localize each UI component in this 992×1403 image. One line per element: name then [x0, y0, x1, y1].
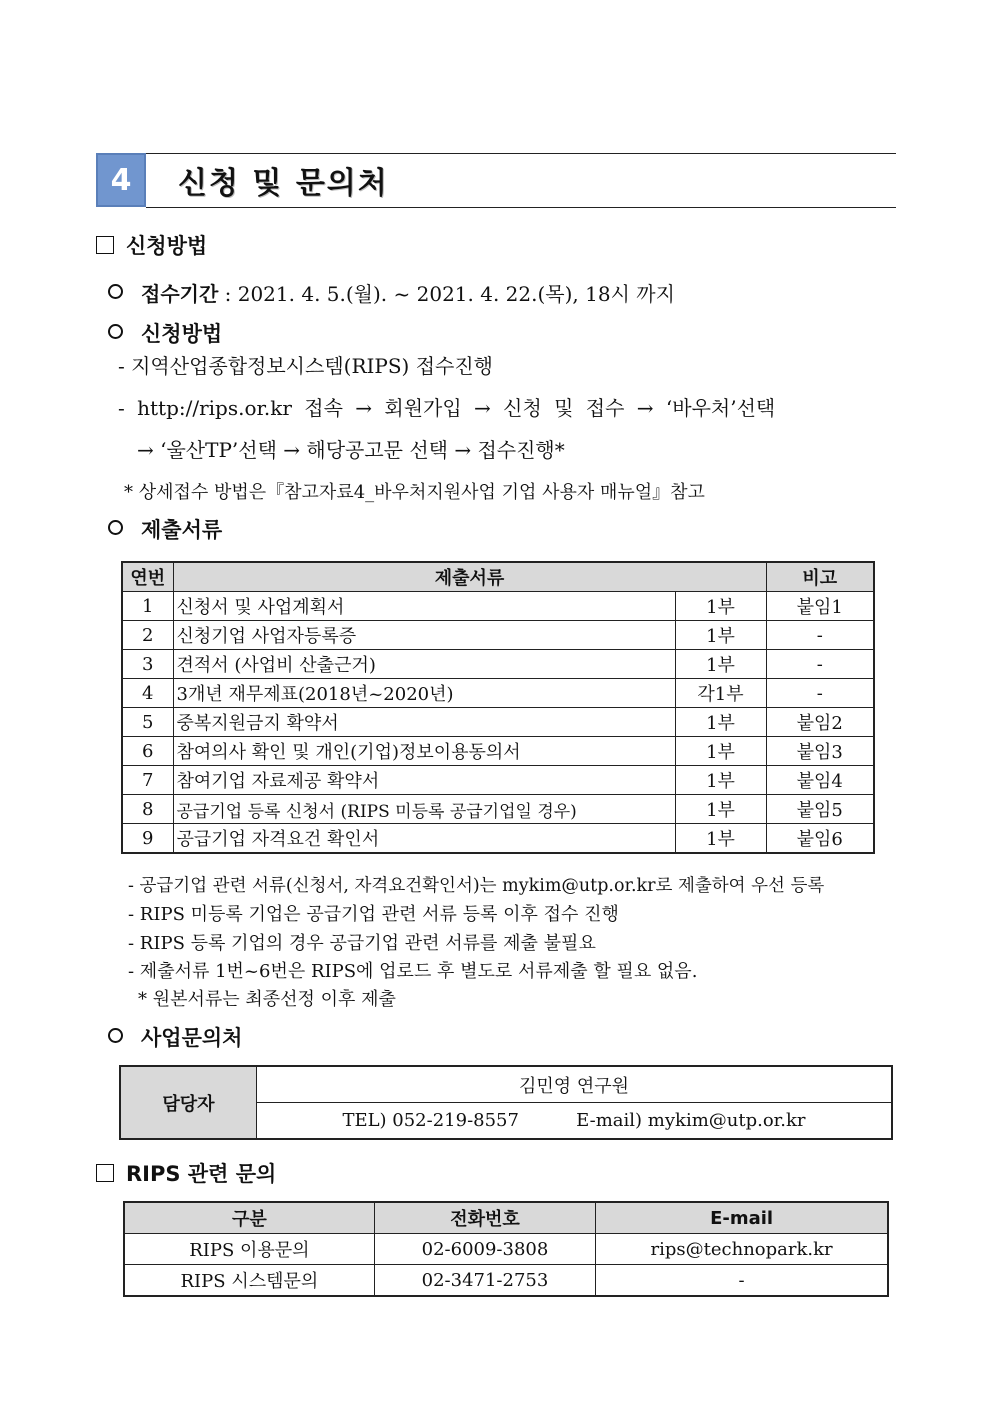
table-row: [122, 592, 874, 621]
table-row: [122, 621, 874, 650]
table-row: [122, 766, 874, 795]
docs-note-3: - RIPS 등록 기업의 경우 공급기업 관련 서류를 제출 불필요: [128, 933, 596, 954]
row-no: 2: [122, 621, 173, 650]
table-row: [122, 708, 874, 737]
row-no: 6: [122, 737, 173, 766]
docs-header-no: 연번: [122, 562, 173, 592]
rips-email: rips@technopark.kr: [596, 1234, 888, 1265]
row-note: 붙임6: [766, 824, 874, 854]
row-no: 9: [122, 824, 173, 854]
row-name: 3개년 재무제표(2018년~2020년): [173, 679, 675, 708]
inquiry-heading: [108, 1022, 242, 1052]
row-no: 7: [122, 766, 173, 795]
docs-note-4: - 제출서류 1번~6번은 RIPS에 업로드 후 별도로 서류제출 할 필요 없음.: [128, 961, 698, 982]
table-row: [122, 737, 874, 766]
docs-heading: [108, 514, 222, 544]
inquiry-table: [119, 1065, 893, 1140]
circle-bullet-icon: [108, 1028, 123, 1043]
row-note: 붙임1: [766, 592, 874, 621]
docs-table: [121, 561, 875, 854]
section-rule-top: [146, 153, 896, 154]
period-label: 접수기간: [141, 282, 219, 306]
table-row: [122, 795, 874, 824]
table-row: [124, 1234, 888, 1265]
row-name: 참여기업 자료제공 확약서: [173, 766, 675, 795]
docs-heading-text: 제출서류: [141, 518, 223, 542]
row-qty: 1부: [675, 766, 766, 795]
table-row: [122, 679, 874, 708]
checkbox-square-icon: [96, 236, 114, 254]
circle-bullet-icon: [108, 520, 123, 535]
section-rule-bottom: [146, 207, 896, 208]
rips-header-type: 구분: [124, 1202, 374, 1234]
docs-note-1: - 공급기업 관련 서류(신청서, 자격요건확인서)는 mykim@utp.or.kr로 제출하여 우선 등록: [128, 876, 825, 896]
apply-heading-text: 신청방법: [126, 234, 208, 258]
rips-type: RIPS 시스템문의: [124, 1265, 374, 1297]
docs-note-2: - RIPS 미등록 기업은 공급기업 관련 서류 등록 이후 접수 진행: [128, 904, 619, 925]
docs-header-note: 비고: [766, 562, 874, 592]
circle-bullet-icon: [108, 284, 123, 299]
circle-bullet-icon: [108, 324, 123, 339]
section-title: 신청 및 문의처: [178, 166, 389, 201]
method-heading: [108, 318, 222, 348]
row-qty: 1부: [675, 795, 766, 824]
row-qty: 각1부: [675, 679, 766, 708]
row-no: 5: [122, 708, 173, 737]
row-qty: 1부: [675, 824, 766, 854]
row-name: 신청기업 사업자등록증: [173, 621, 675, 650]
row-note: 붙임4: [766, 766, 874, 795]
docs-note-5: * 원본서류는 최종선정 이후 제출: [138, 989, 396, 1010]
row-name: 공급기업 자격요건 확인서: [173, 824, 675, 854]
row-qty: 1부: [675, 592, 766, 621]
rips-phone: 02-6009-3808: [374, 1234, 595, 1265]
row-name: 중복지원금지 확약서: [173, 708, 675, 737]
rips-table-header: [124, 1202, 888, 1234]
row-note: 붙임5: [766, 795, 874, 824]
period-value: : 2021. 4. 5.(월). ~ 2021. 4. 22.(목), 18시 까지: [218, 282, 675, 306]
section-number: 4: [96, 153, 146, 207]
rips-header-phone: 전화번호: [374, 1202, 595, 1234]
row-name: 신청서 및 사업계획서: [173, 592, 675, 621]
row-note: -: [766, 679, 874, 708]
rips-table: [123, 1201, 889, 1297]
table-row: [122, 650, 874, 679]
row-no: 1: [122, 592, 173, 621]
row-qty: 1부: [675, 737, 766, 766]
rips-heading: [96, 1158, 276, 1188]
row-qty: 1부: [675, 708, 766, 737]
row-name: 견적서 (사업비 산출근거): [173, 650, 675, 679]
rips-email: -: [596, 1265, 888, 1297]
row-name: 참여의사 확인 및 개인(기업)정보이용동의서: [173, 737, 675, 766]
inquiry-label: 담당자: [120, 1066, 257, 1139]
row-qty: 1부: [675, 650, 766, 679]
method-line-1: - 지역산업종합정보시스템(RIPS) 접수진행: [118, 354, 493, 378]
inquiry-person: 김민영 연구원: [257, 1066, 893, 1103]
inquiry-heading-text: 사업문의처: [141, 1026, 243, 1050]
row-note: -: [766, 650, 874, 679]
method-line-2: - http://rips.or.kr 접속 → 회원가입 → 신청 및 접수 → ‘바우처’선택: [118, 396, 776, 420]
rips-heading-text: RIPS 관련 문의: [126, 1162, 277, 1186]
row-note: -: [766, 621, 874, 650]
docs-header-name: 제출서류: [173, 562, 766, 592]
row-note: 붙임3: [766, 737, 874, 766]
period-line: [108, 278, 675, 307]
row-no: 8: [122, 795, 173, 824]
inquiry-row-name: [120, 1066, 892, 1103]
table-row: [124, 1265, 888, 1297]
row-qty: 1부: [675, 621, 766, 650]
row-no: 4: [122, 679, 173, 708]
row-name: 공급기업 등록 신청서 (RIPS 미등록 공급기업일 경우): [173, 795, 675, 824]
row-note: 붙임2: [766, 708, 874, 737]
method-line-3: → ‘울산TP’선택 → 해당공고문 선택 → 접수진행*: [137, 438, 565, 462]
rips-header-email: E-mail: [596, 1202, 888, 1234]
method-heading-text: 신청방법: [141, 322, 223, 346]
row-no: 3: [122, 650, 173, 679]
inquiry-contact: TEL) 052-219-8557 E-mail) mykim@utp.or.kr: [257, 1103, 893, 1140]
method-note: * 상세접수 방법은『참고자료4_바우처지원사업 기업 사용자 매뉴얼』참고: [124, 482, 705, 503]
checkbox-square-icon: [96, 1164, 114, 1182]
rips-phone: 02-3471-2753: [374, 1265, 595, 1297]
apply-heading: [96, 230, 207, 260]
table-row: [122, 824, 874, 854]
docs-table-header: [122, 562, 874, 592]
rips-type: RIPS 이용문의: [124, 1234, 374, 1265]
